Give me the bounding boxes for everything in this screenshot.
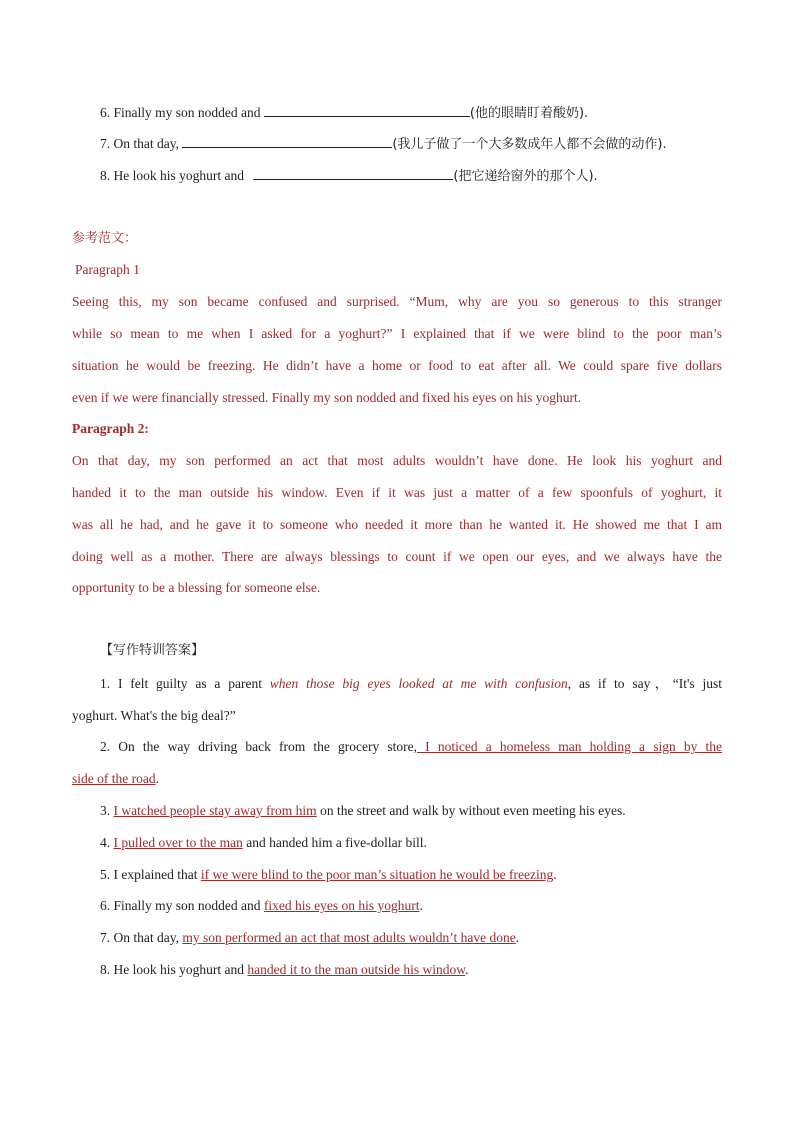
answer-4-text: I pulled over to the man [113, 835, 243, 850]
answer-1-text: when those big eyes looked at me with confusion [269, 676, 568, 691]
exercise-7-blank[interactable] [182, 134, 392, 148]
answer-7-after: . [515, 930, 520, 945]
answer-1-line-1 [100, 675, 722, 693]
answer-2-after: . [155, 771, 159, 786]
answer-2-line-1 [100, 738, 722, 756]
exercise-8-prefix: 8. He look his yoghurt and [100, 168, 248, 183]
answer-1-after: , as if to say，“It's just [567, 676, 722, 691]
exercise-7-hint: (我儿子做了一个大多数成年人都不会做的动作). [392, 137, 667, 152]
answer-1-before: 1. I felt guilty as a parent [100, 676, 270, 691]
answer-5 [100, 866, 557, 884]
exercise-6 [100, 103, 588, 123]
answer-1-line-2: yoghurt. What's the big deal?” [72, 708, 236, 723]
answer-3-after: on the street and walk by without even meeting his eyes. [316, 803, 626, 818]
answer-6-after: . [419, 898, 423, 913]
paragraph-2-line: opportunity to be a blessing for someone else. [72, 580, 321, 595]
answer-8 [100, 961, 468, 979]
exercise-7 [100, 134, 667, 154]
exercise-6-blank[interactable] [264, 103, 470, 117]
paragraph-2-line: handed it to the man outside his window. Even if it was just a matter of a few spoonfuls of yoghurt, it [72, 485, 722, 500]
answer-5-before: 5. I explained that [100, 867, 201, 882]
reference-heading: 参考范文： [72, 231, 138, 246]
answer-2-text: I noticed a homeless man holding a sign by the [417, 739, 722, 754]
answer-7 [100, 929, 519, 947]
answer-8-after: . [465, 962, 469, 977]
answer-8-text: handed it to the man outside his window [247, 962, 466, 977]
paragraph-1-line: while so mean to me when I asked for a yoghurt?” I explained that if we were blind to the poor man’s [72, 326, 722, 341]
paragraph-2-label: Paragraph 2: [72, 421, 149, 436]
exercise-7-prefix: 7. On that day, [100, 136, 183, 151]
answer-4-after: and handed him a five-dollar bill. [242, 835, 427, 850]
answer-7-text: my son performed an act that most adults wouldn’t have done [182, 930, 516, 945]
answer-5-text: if we were blind to the poor man’s situation he would be freezing [200, 867, 554, 882]
answer-2-text-cont: side of the road [72, 771, 156, 786]
paragraph-1-line: situation he would be freezing. He didn’t have a home or food to eat after all. We could spare five dollars [72, 358, 722, 373]
paragraph-1-line: Seeing this, my son became confused and surprised. “Mum, why are you so generous to this stranger [72, 294, 722, 309]
answer-4 [100, 834, 427, 852]
answer-8-before: 8. He look his yoghurt and [100, 962, 248, 977]
answer-3-before: 3. [100, 803, 114, 818]
answer-6-text: fixed his eyes on his yoghurt [263, 898, 420, 913]
answer-3 [100, 802, 626, 820]
answer-6 [100, 897, 423, 915]
exercise-8 [100, 166, 598, 186]
answer-5-after: . [553, 867, 557, 882]
answer-6-before: 6. Finally my son nodded and [100, 898, 264, 913]
answers-heading: 【写作特训答案】 [100, 643, 205, 658]
answer-7-before: 7. On that day, [100, 930, 183, 945]
answer-2-before: 2. On the way driving back from the grocery store, [100, 739, 418, 754]
paragraph-2-line: was all he had, and he gave it to someone who needed it more than he wanted it. He showed me that I am [72, 517, 722, 532]
exercise-6-prefix: 6. Finally my son nodded and [100, 105, 264, 120]
paragraph-1-line: even if we were financially stressed. Finally my son nodded and fixed his eyes on his yoghurt. [72, 390, 582, 405]
answer-4-before: 4. [100, 835, 114, 850]
paragraph-2-line: On that day, my son performed an act that most adults wouldn’t have done. He look his yoghurt and [72, 453, 722, 468]
answer-2-line-2 [72, 770, 159, 788]
exercise-8-blank[interactable] [253, 166, 453, 180]
paragraph-2-line: doing well as a mother. There are always blessings to count if we open our eyes, and we always have the [72, 549, 722, 564]
paragraph-1-label: Paragraph 1 [75, 262, 140, 277]
exercise-6-hint: (他的眼睛盯着酸奶). [469, 106, 589, 121]
exercise-8-hint: (把它递给窗外的那个人). [453, 169, 598, 184]
answer-3-text: I watched people stay away from him [113, 803, 317, 818]
